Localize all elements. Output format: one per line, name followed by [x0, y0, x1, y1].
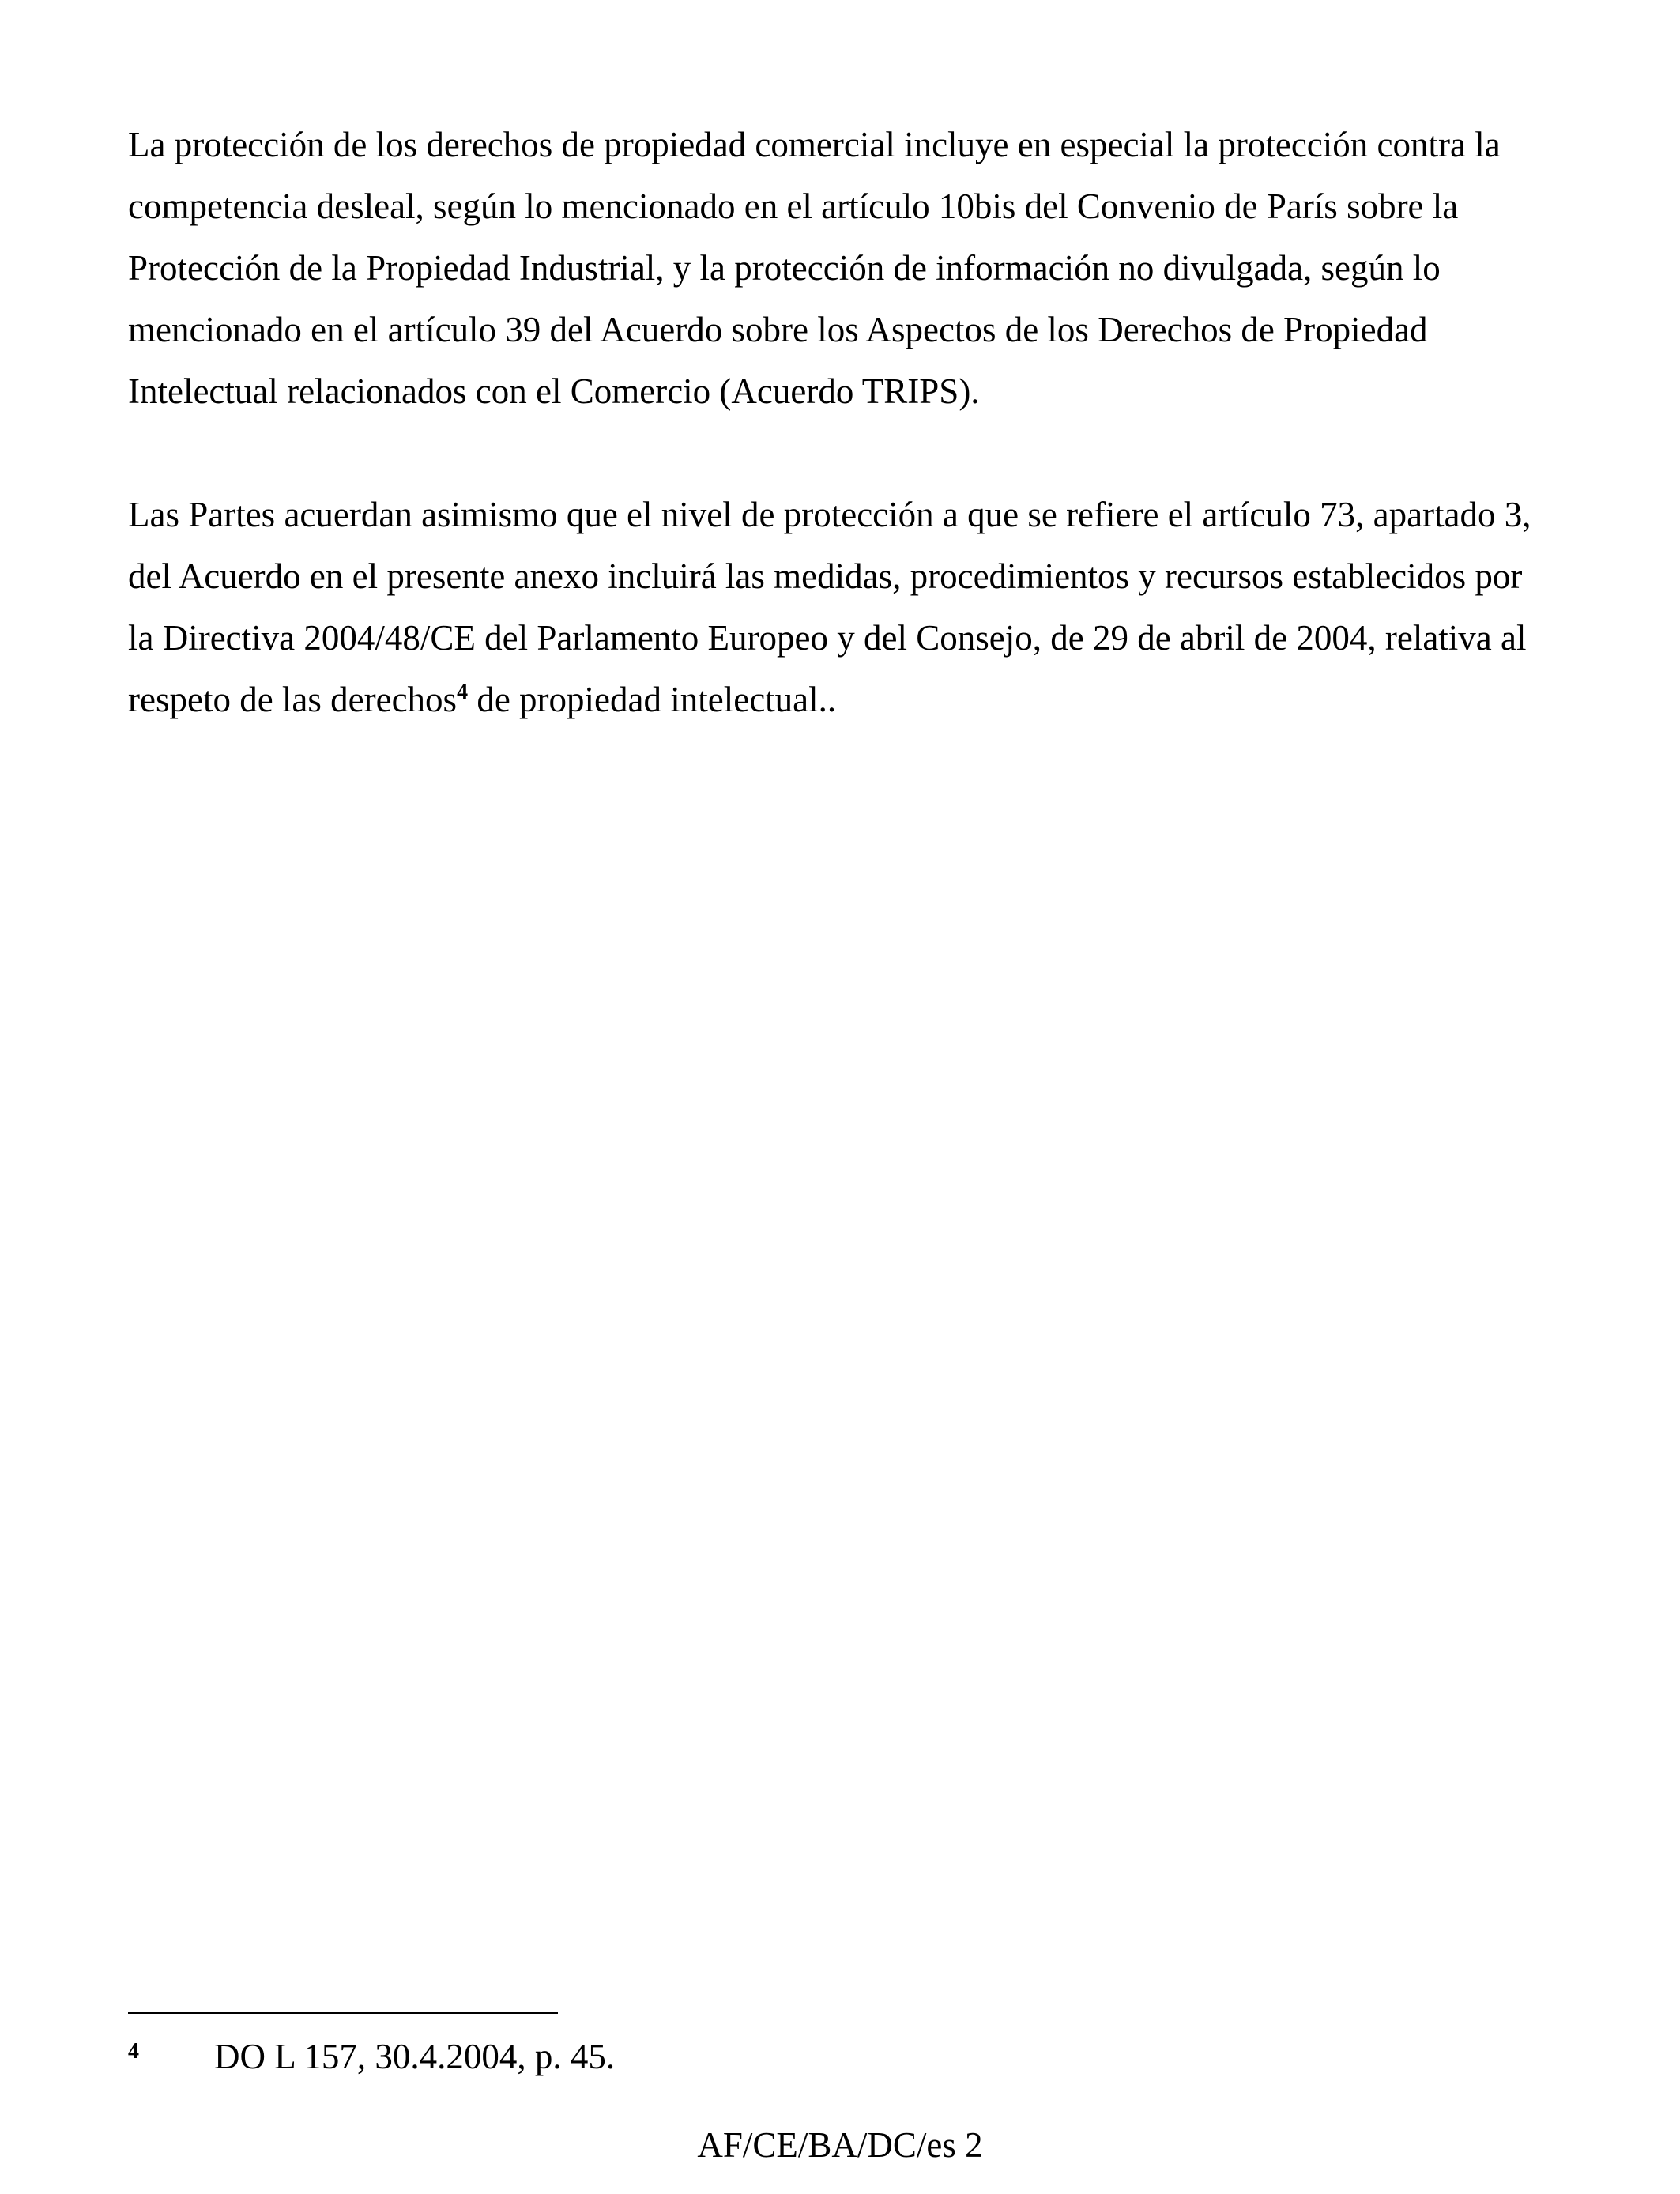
paragraph-2: [128, 484, 1550, 730]
text-line: competencia desleal, según lo mencionado en el artículo 10bis del Convenio de París sobre la: [128, 187, 1459, 226]
text-line: mencionado en el artículo 39 del Acuerdo sobre los Aspectos de los Derechos de Propiedad: [128, 310, 1428, 349]
footnote-marker: 4: [128, 2039, 139, 2064]
text-line-with-footnote-ref: [128, 669, 1550, 730]
text-line: del Acuerdo en el presente anexo incluirá las medidas, procedimientos y recursos establecidos por: [128, 556, 1523, 596]
text-line: Protección de la Propiedad Industrial, y la protección de información no divulgada, según lo: [128, 248, 1441, 288]
text-line: La protección de los derechos de propiedad comercial incluye en especial la protección contra la: [128, 125, 1501, 164]
text-line: Intelectual relacionados con el Comercio (Acuerdo TRIPS).: [128, 371, 980, 411]
text-line: Las Partes acuerdan asimismo que el nivel de protección a que se refiere el artículo 73, apartado 3,: [128, 495, 1531, 534]
text-line: la Directiva 2004/48/CE del Parlamento Europeo y del Consejo, de 29 de abril de 2004, relativa al: [128, 618, 1527, 658]
paragraph-1: [128, 114, 1550, 422]
footnote-reference[interactable]: 4: [457, 680, 469, 704]
text-segment: de propiedad intelectual..: [468, 680, 837, 719]
text-segment: respeto de las derechos: [128, 680, 458, 719]
footnote-separator: [128, 2012, 558, 2014]
footnote-text: DO L 157, 30.4.2004, p. 45.: [214, 2037, 616, 2076]
page-footer-reference: AF/CE/BA/DC/es 2: [697, 2125, 983, 2165]
